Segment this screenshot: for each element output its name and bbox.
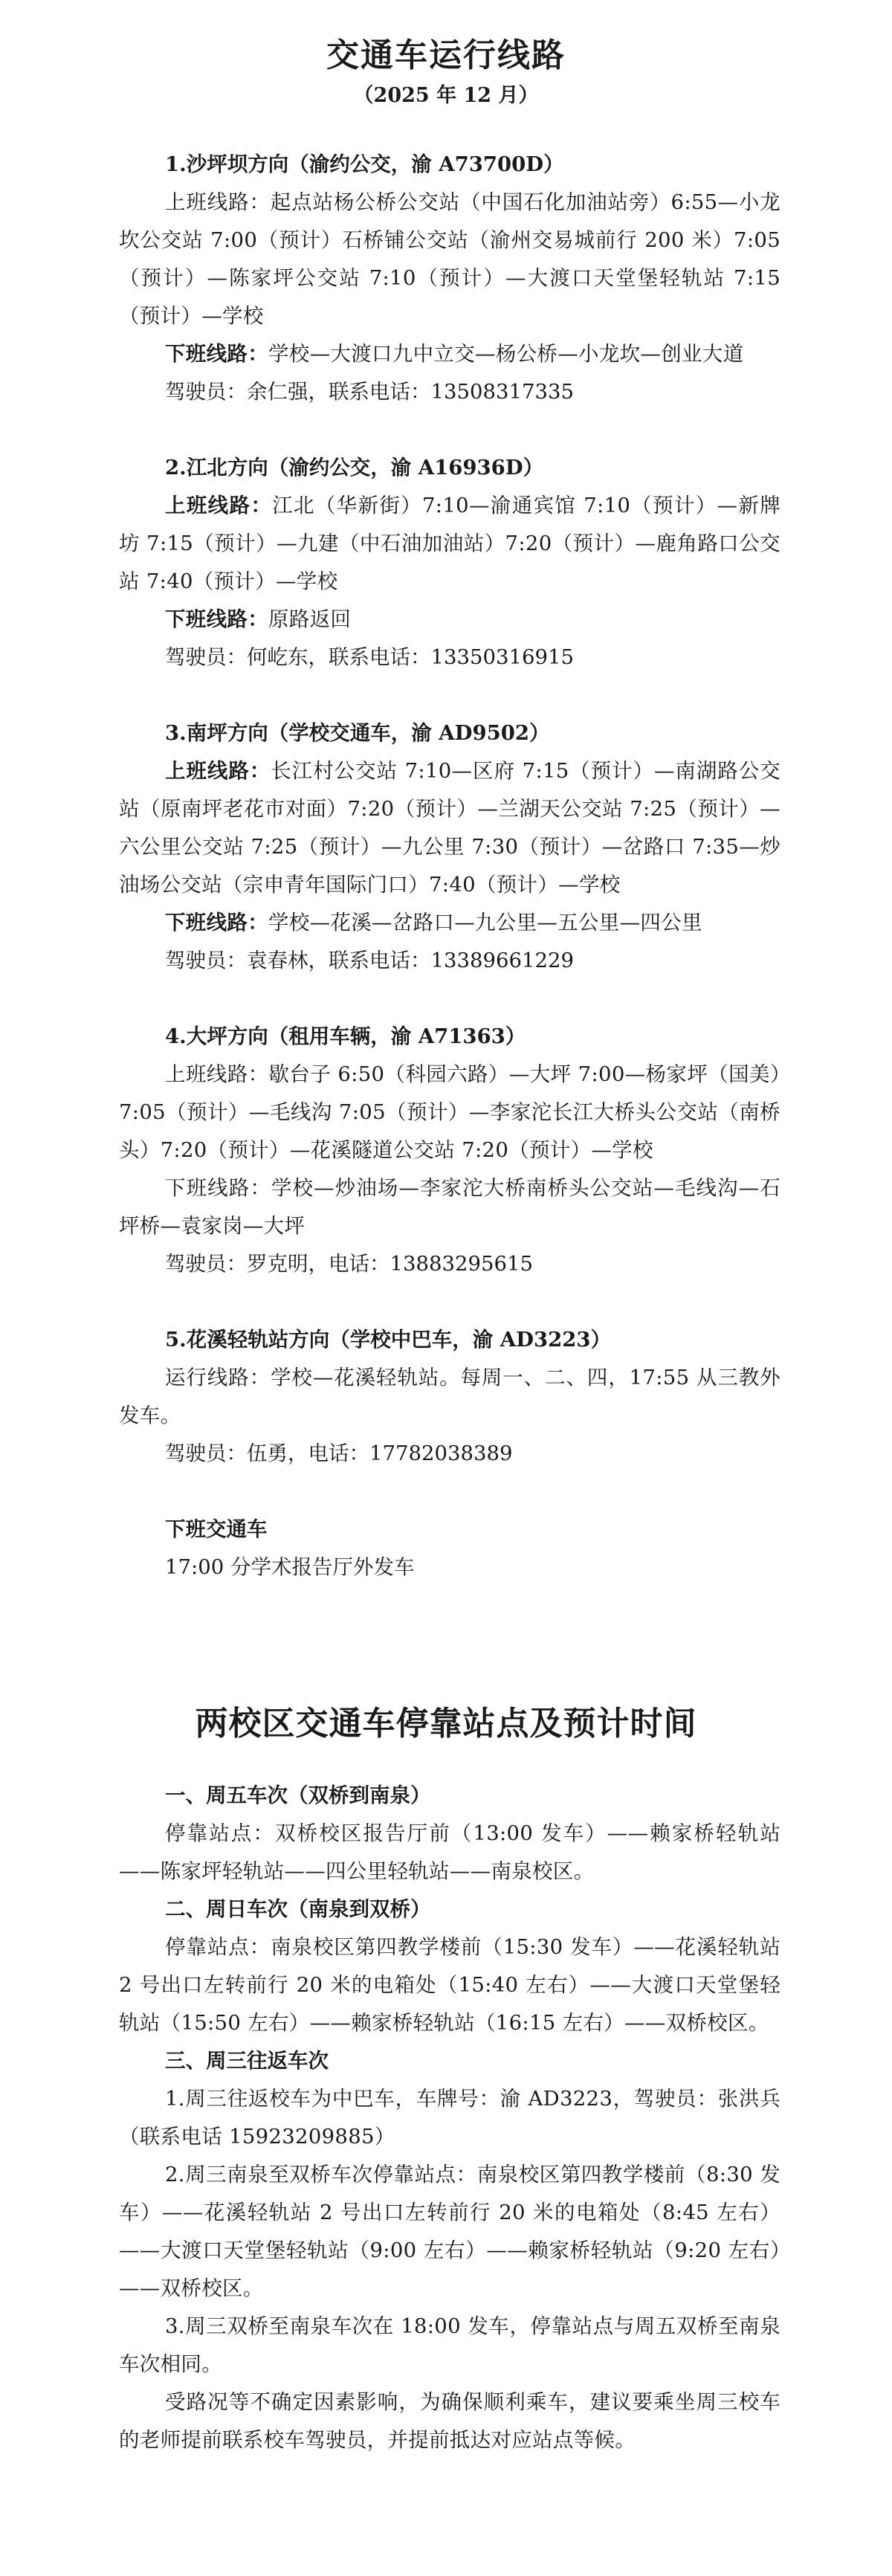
down-label: 下班线路： [165,342,268,366]
page-title: 交通车运行线路 [326,36,566,74]
wednesday-heading: 三、周三往返车次 [165,2049,329,2073]
route-4-down [119,1169,780,1245]
route-5-text: 运行线路：学校—花溪轻轨站。每周一、二、四，17:55 从三教外发车。 [119,1366,780,1427]
down-text: 学校—大渡口九中立交—杨公桥—小龙坎—创业大道 [268,342,744,366]
up-text: 歇台子 6:50（科园六路）—大坪 7:00—杨家坪（国美）7:05（预计）—毛线沟 7:05（预计）—李家沱长江大桥头公交站（南桥头）7:20（预计）—花溪隧道公交站 7:20（预计）—学校 [119,1062,780,1162]
route-4-up [119,1056,780,1169]
wednesday-item-1: 1.周三往返校车为中巴车，车牌号：渝 AD3223，驾驶员：张洪兵（联系电话 15923209885） [119,2087,780,2149]
up-label: 上班线路： [165,1062,269,1086]
up-text: 长江村公交站 7:10—区府 7:15（预计）—南湖路公交站（原南坪老花市对面）7:20（预计）—兰湖天公交站 7:25（预计）—六公里公交站 7:25（预计）—九公里 7:30（预计）—岔路口 7:35—炒油场公交站（宗申青年国际门口）7:40（预计）—学校 [119,759,780,897]
route-list [119,146,780,1586]
down-text: 学校—炒油场—李家沱大桥南桥头公交站—毛线沟—石坪桥—袁家岗—大坪 [119,1176,781,1238]
down-text: 原路返回 [268,607,352,631]
route-4-heading: 4.大坪方向（租用车辆，渝 A71363） [165,1024,526,1048]
route-1-up [119,184,780,335]
route-1-driver: 驾驶员：余仁强，联系电话：13508317335 [165,380,574,404]
up-label: 上班线路： [165,190,271,214]
route-3-heading: 3.南坪方向（学校交通车，渝 AD9502） [165,721,550,745]
route-3-down [119,904,780,942]
up-text: 江北（华新街）7:10—渝通宾馆 7:10（预计）—新牌坊 7:15（预计）—九建（中石油加油站）7:20（预计）—鹿角路口公交站 7:40（预计）—学校 [119,494,780,593]
wednesday-item-2: 2.周三南泉至双桥车次停靠站点：南泉校区第四教学楼前（8:30 发车）——花溪轻轨站 2 号出口左转前行 20 米的电箱处（8:45 左右）——大渡口天堂堡轻轨站（9:00 左右）——赖家桥轻轨站（9:20 左右）——双桥校区。 [119,2163,780,2300]
friday-heading: 一、周五车次（双桥到南泉） [165,1783,431,1807]
route-4-driver: 驾驶员：罗克明，电话：13883295615 [165,1252,533,1276]
route-1-heading: 1.沙坪坝方向（渝约公交，渝 A73700D） [165,152,564,176]
route-1-down [119,335,780,373]
route-3-up [119,752,780,904]
stops-section [119,1777,780,2459]
up-label: 上班线路： [165,759,271,783]
evening-bus-text: 17:00 分学术报告厅外发车 [165,1555,415,1579]
down-label: 下班线路： [165,1176,271,1200]
route-5-driver: 驾驶员：伍勇，电话：17782038389 [165,1442,513,1465]
page-subtitle: （2025 年 12 月） [353,84,539,107]
route-2-heading: 2.江北方向（渝约公交，渝 A16936D） [165,456,544,480]
route-3-driver: 驾驶员：袁春林，联系电话：13389661229 [165,949,574,972]
route-2-driver: 驾驶员：何屹东，联系电话：13350316915 [165,645,574,669]
route-5-heading: 5.花溪轻轨站方向（学校中巴车，渝 AD3223） [165,1328,612,1352]
evening-bus-heading: 下班交通车 [165,1517,268,1541]
up-text: 起点站杨公桥公交站（中国石化加油站旁）6:55—小龙坎公交站 7:00（预计）石桥铺公交站（渝州交易城前行 200 米）7:05（预计）—陈家坪公交站 7:10（预计）—大渡口天堂堡轻轨站 7:15（预计）—学校 [119,190,780,328]
route-2-up [119,487,780,601]
advisory-note: 受路况等不确定因素影响，为确保顺利乘车，建议要乘坐周三校车的老师提前联系校车驾驶员，并提前抵达对应站点等候。 [119,2390,780,2452]
down-text: 学校—花溪—岔路口—九公里—五公里—四公里 [268,911,702,934]
sunday-heading: 二、周日车次（南泉到双桥） [165,1897,431,1921]
up-label: 上班线路： [165,494,273,517]
sunday-text: 停靠站点：南泉校区第四教学楼前（15:30 发车）——花溪轻轨站 2 号出口左转前行 20 米的电箱处（15:40 左右）——大渡口天堂堡轻轨站（15:50 左右）——赖家桥轻轨站（16:15 左右）——双桥校区。 [119,1935,780,2035]
wednesday-item-3: 3.周三双桥至南泉车次在 18:00 发车，停靠站点与周五双桥至南泉车次相同。 [119,2314,780,2376]
friday-text: 停靠站点：双桥校区报告厅前（13:00 发车）——赖家桥轻轨站——陈家坪轻轨站——四公里轻轨站——南泉校区。 [119,1821,780,1883]
route-2-down [119,601,780,639]
down-label: 下班线路： [165,911,268,934]
down-label: 下班线路： [165,607,268,631]
stops-title: 两校区交通车停靠站点及预计时间 [195,1705,697,1743]
